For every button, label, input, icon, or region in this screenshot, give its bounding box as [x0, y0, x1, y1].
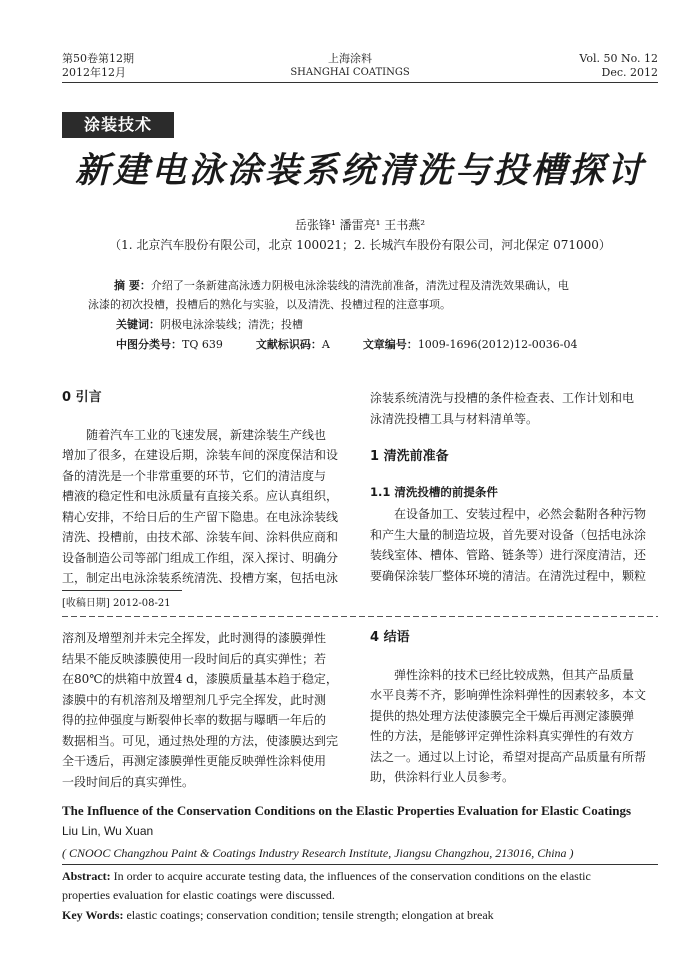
section-1-1-line: 和产生大量的制造垃圾，首先要对设备（包括电泳涂 — [370, 527, 647, 542]
english-keywords — [62, 908, 494, 923]
abstract-label: 摘 要： — [114, 279, 151, 292]
intro-line: 工，制定出电泳涂装系统清洗、投槽方案，包括电泳 — [62, 571, 339, 585]
english-affiliation: ( CNOOC Changzhou Paint & Coatings Industry Research Institute, Jiangsu Changzhou, 213016, China ) — [62, 846, 574, 860]
intro-line: 清洗、投槽前，由技术部、涂装车间、涂料供应商和 — [62, 530, 339, 544]
left-column-lower — [62, 628, 350, 792]
doc-code-label: 文献标识码： — [255, 338, 322, 351]
english-abstract-line-1: In order to acquire accurate testing data, the influences of the conservation conditions on the elastic — [113, 869, 591, 883]
clc-label: 中图分类号： — [116, 338, 182, 351]
conclusion-line: 水平良莠不齐，影响弹性涂料弹性的因素较多，本文 — [370, 688, 647, 702]
section-1-1-line: 装线室体、槽体、管路、链条等）进行深度清洁，还 — [370, 548, 647, 562]
conclusion-line: 弹性涂料的技术已经比较成熟，但其产品质量 — [394, 667, 635, 682]
keywords-label: 关键词： — [116, 318, 160, 331]
journal-name-en: SHANGHAI COATINGS — [290, 67, 410, 78]
author-list: 岳张锋¹ 潘雷亮¹ 王书燕² — [294, 218, 426, 232]
page-join-divider — [62, 614, 658, 620]
doc-code-value: A — [321, 338, 330, 351]
lower-left-line: 数据相当。可见，通过热处理的方法，使漆膜达到完 — [62, 733, 339, 748]
english-block-rule — [62, 864, 658, 865]
english-keywords-label: Key Words: — [62, 908, 124, 922]
lower-left-line: 在80℃的烘箱中放置4 d，漆膜质量基本趋于稳定， — [62, 672, 338, 686]
conclusion-line: 助，供涂料行业人员参考。 — [370, 770, 515, 784]
intro-line: 精心安排，不给日后的生产留下隐患。在电泳涂装线 — [62, 509, 339, 524]
section-heading-intro: 0 引言 — [62, 390, 102, 405]
right-column-upper — [370, 388, 658, 586]
english-title: The Influence of the Conservation Conditions on the Elastic Properties Evaluation for Elastic Coatings — [62, 803, 632, 818]
intro-line: 随着汽车工业的飞速发展，新建涂装生产线也 — [86, 427, 327, 442]
section-heading-conclusion: 4 结语 — [370, 630, 410, 645]
right-column-lower — [370, 628, 658, 788]
article-title: 新建电泳涂装系统清洗与投槽探讨 — [74, 150, 645, 191]
conclusion-line: 提供的热处理方法使漆膜完全干燥后再测定漆膜弹 — [370, 708, 635, 723]
article-number-label: 文章编号： — [362, 338, 418, 351]
english-keywords-text: elastic coatings; conservation condition; tensile strength; elongation at break — [126, 908, 494, 922]
issue-date-cn: 2012年12月 — [62, 66, 126, 79]
journal-issue-cn — [62, 52, 134, 80]
journal-issue-en — [579, 52, 658, 80]
lower-left-line: 一段时间后的真实弹性。 — [62, 774, 195, 789]
abstract-line-2: 泳漆的初次投槽，投槽后的熟化与实验，以及清洗、投槽过程的注意事项。 — [88, 298, 451, 311]
journal-name — [250, 52, 450, 80]
section-badge: 涂装技术 — [62, 112, 174, 138]
cont-line: 泳清洗投槽工具与材料清单等。 — [370, 411, 539, 426]
keywords-text: 阴极电泳涂装线；清洗；投槽 — [160, 318, 303, 331]
section-heading-1: 1 清洗前准备 — [370, 449, 449, 464]
issue-volume-cn: 第50卷第12期 — [62, 52, 134, 65]
issue-date-en: Dec. 2012 — [601, 66, 658, 79]
article-number-value: 1009-1696(2012)12-0036-04 — [417, 338, 578, 351]
author-affiliation: （1. 北京汽车股份有限公司，北京 100021；2. 长城汽车股份有限公司，河北保定 071000） — [109, 238, 611, 252]
header-rule — [62, 82, 658, 83]
section-heading-1-1: 1.1 清洗投槽的前提条件 — [370, 484, 498, 499]
intro-paragraph — [62, 425, 350, 589]
journal-name-cn: 上海涂料 — [328, 52, 372, 65]
left-column-upper — [62, 388, 350, 589]
footnote-rule — [62, 590, 182, 591]
intro-line: 槽液的稳定性和电泳质量有直接关系。应认真组织， — [62, 489, 339, 503]
received-date: [收稿日期] 2012-08-21 — [62, 598, 171, 609]
intro-line: 增加了很多，在建设后期，涂装车间的深度保洁和设 — [62, 448, 339, 462]
conclusion-line: 性的方法，是能够评定弹性涂料真实弹性的有效方 — [370, 729, 635, 743]
keywords-line — [116, 315, 303, 334]
lower-left-line: 结果不能反映漆膜使用一段时间后的真实弹性；若 — [62, 651, 327, 666]
conclusion-line: 法之一。通过以上讨论，希望对提高产品质量有所帮 — [370, 749, 647, 764]
lower-left-line: 得的拉伸强度与断裂伸长率的数据与曝晒一年后的 — [62, 713, 327, 727]
intro-line: 设备制造公司等部门组成工作组，深入探讨、明确分 — [62, 550, 339, 565]
english-authors: Liu Lin, Wu Xuan — [62, 824, 154, 838]
intro-line: 备的清洗是一个非常重要的环节，它们的清洁度与 — [62, 468, 327, 483]
classification-line — [116, 335, 578, 354]
section-1-1-line: 要确保涂装厂整体环境的清洁。在清洗过程中，颗粒 — [370, 568, 647, 583]
english-abstract-label: Abstract: — [62, 869, 111, 883]
cont-line: 涂装系统清洗与投槽的条件检查表、工作计划和电 — [370, 391, 635, 405]
issue-volume-en: Vol. 50 No. 12 — [579, 52, 658, 65]
lower-left-line: 全干透后，再测定漆膜弹性更能反映弹性涂料使用 — [62, 754, 327, 768]
english-abstract — [62, 867, 658, 905]
lower-left-line: 漆膜中的有机溶剂及增塑剂几乎完全挥发，此时测 — [62, 692, 327, 707]
abstract-line-1: 介绍了一条新建高泳透力阴极电泳涂装线的清洗前准备，清洗过程及清洗效果确认，电 — [150, 279, 569, 292]
clc-value: TQ 639 — [182, 338, 223, 351]
section-1-1-line: 在设备加工、安装过程中，必然会黏附各种污物 — [394, 507, 647, 521]
english-abstract-line-2: properties evaluation for elastic coatings were discussed. — [62, 888, 335, 902]
lower-left-line: 溶剂及增塑剂并未完全挥发，此时测得的漆膜弹性 — [62, 631, 327, 645]
abstract-block — [88, 276, 658, 314]
